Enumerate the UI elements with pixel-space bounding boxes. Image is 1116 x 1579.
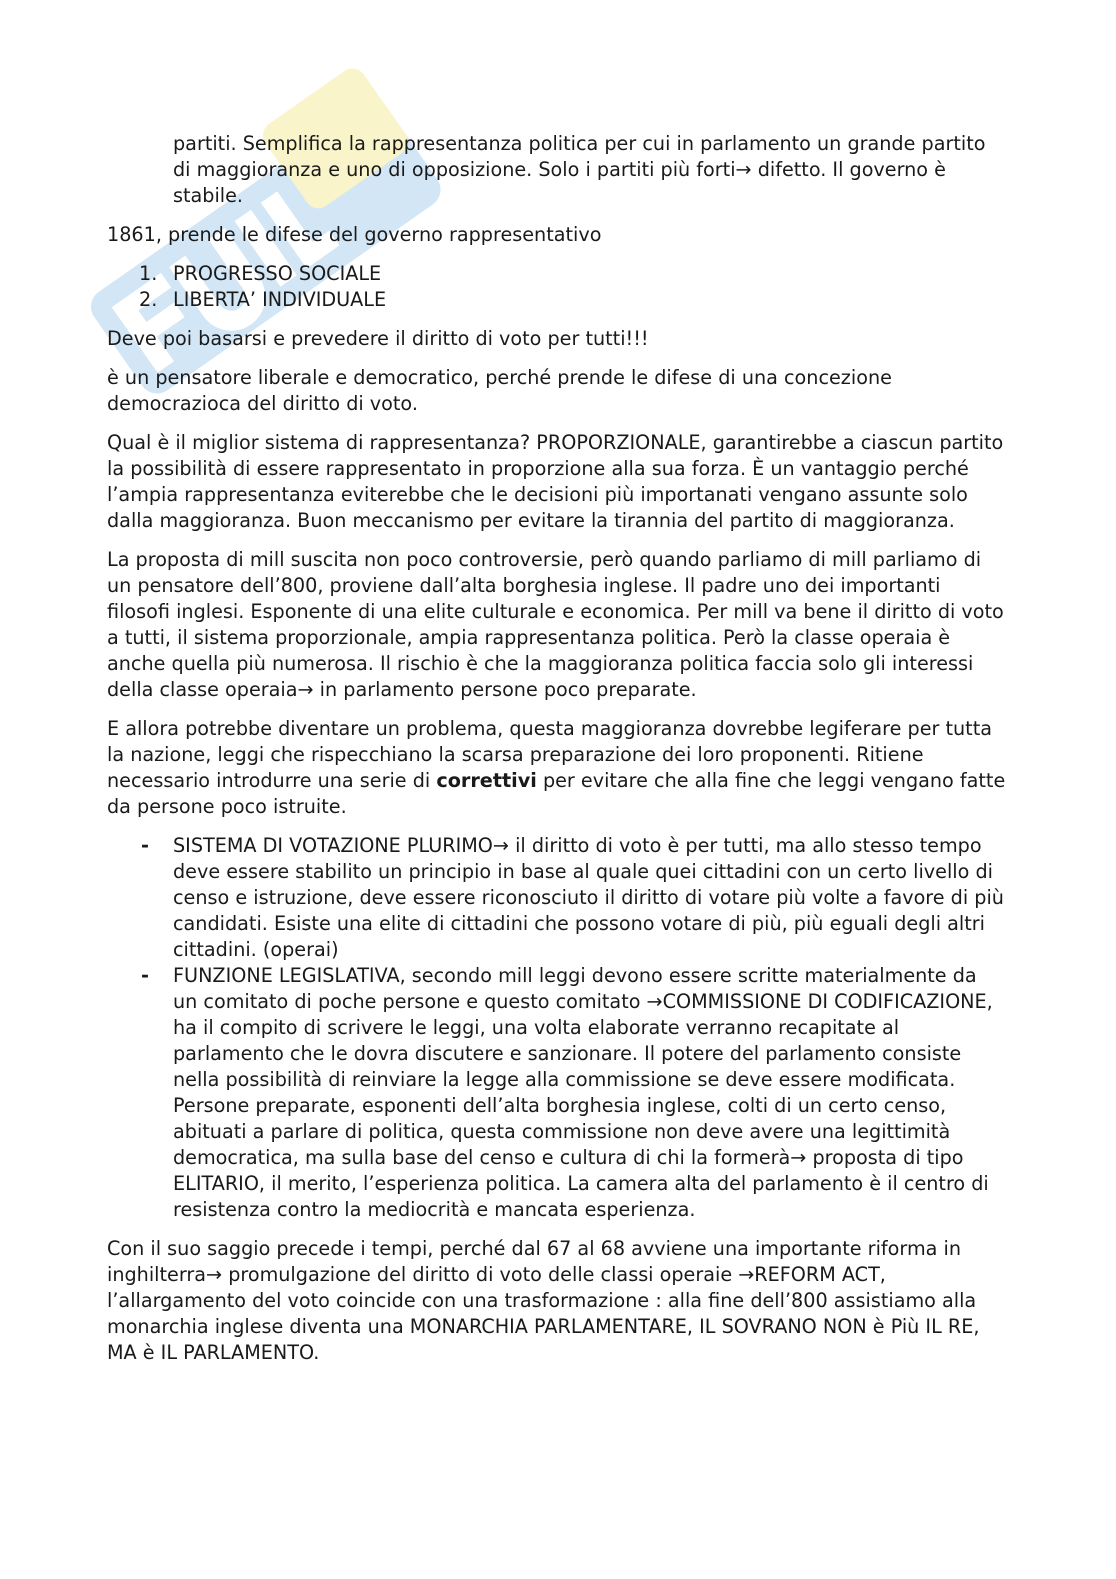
correctives-list [107,833,1007,1223]
intro-continuation-paragraph: partiti. Semplifica la rappresentanza politica per cui in parlamento un grande partito di maggioranza e uno di opposizione. Solo i partiti più forti→ difetto. Il governo è stabile. [173,132,986,207]
list-item [107,261,1007,287]
list-item-text: FUNZIONE LEGISLATIVA, secondo mill leggi devono essere scritte materialmente da un comitato di poche persone e questo comitato →COMMISSIONE DI CODIFICAZIONE, ha il compito di scrivere le leggi, una volta elaborate verranno recapitate al parlamento che le dovra discutere e sanzionare. Il potere del parlamento consiste nella possibilità di reinviare la legge alla commissione se deve essere modificata. Persone preparate, esponenti dell’alta borghesia inglese, colti di un certo censo, abituati a parlare di politica, questa commissione non deve avere una legittimità democratica, ma sulla base del censo e cultura di chi la formerà→ proposta di tipo ELITARIO, il merito, l’esperienza politica. La camera alta del parlamento è il centro di resistenza contro la mediocrità e mancata esperienza. [173,964,993,1221]
list-item [107,833,1007,963]
problem-text-pre: E allora potrebbe diventare un problema, questa maggioranza dovrebbe legiferare per tutta la nazione, leggi che rispecchiano la scarsa preparazione dei loro proponenti. Ritiene necessario introdurre una serie di [107,717,992,792]
list-number: 2. [139,288,158,311]
problem-text-post: per evitare che alla fine che leggi vengano fatte da persone poco istruite. [107,769,1006,818]
list-number: 1. [139,262,158,285]
conclusion-paragraph: Con il suo saggio precede i tempi, perché dal 67 al 68 avviene una importante riforma in inghilterra→ promulgazione del diritto di voto delle classi operaie →REFORM ACT, l’allargamento del voto coincide con una trasformazione : alla fine dell’800 assistiamo alla monarchia inglese diventa una MONARCHIA PARLAMENTARE, IL SOVRANO NON è Più IL RE, MA è IL PARLAMENTO. [107,1237,980,1364]
list-item [107,287,1007,313]
year-line: 1861, prende le difese del governo rappresentativo [107,223,602,246]
document-page [107,131,1007,1379]
thinker-paragraph: è un pensatore liberale e democratico, perché prende le difese di una concezione democrazioca del diritto di voto. [107,366,892,415]
problem-paragraph [107,716,1007,820]
list-item-text: LIBERTA’ INDIVIDUALE [173,288,387,311]
list-item-text: PROGRESSO SOCIALE [173,262,382,285]
dash-bullet: - [141,964,149,987]
dash-bullet: - [141,834,149,857]
list-item [107,963,1007,1223]
vote-line: Deve poi basarsi e prevedere il diritto di voto per tutti!!! [107,327,649,350]
correttivi-bold: correttivi [436,769,537,792]
mill-proposal-paragraph: La proposta di mill suscita non poco controversie, però quando parliamo di mill parliamo di un pensatore dell’800, proviene dall’alta borghesia inglese. Il padre uno dei importanti filosofi inglesi. Esponente di una elite culturale e economica. Per mill va bene il diritto di voto a tutti, il sistema proporzionale, ampia rappresentanza politica. Però la classe operaia è anche quella più numerosa. Il rischio è che la maggioranza politica faccia solo gli interessi della classe operaia→ in parlamento persone poco preparate. [107,548,1004,701]
best-system-paragraph: Qual è il miglior sistema di rappresentanza? PROPORZIONALE, garantirebbe a ciascun partito la possibilità di essere rappresentato in proporzione alla sua forza. È un vantaggio perché l’ampia rappresentanza eviterebbe che le decisioni più importanati vengano assunte solo dalla maggioranza. Buon meccanismo per evitare la tirannia del partito di maggioranza. [107,431,1004,532]
principles-list [107,261,1007,313]
list-item-text: SISTEMA DI VOTAZIONE PLURIMO→ il diritto di voto è per tutti, ma allo stesso tempo deve essere stabilito un principio in base al quale quei cittadini con un certo livello di censo e istruzione, deve essere riconosciuto il diritto di votare più volte a favore di più candidati. Esiste una elite di cittadini che possono votare di più, più eguali degli altri cittadini. (operai) [173,834,1004,961]
